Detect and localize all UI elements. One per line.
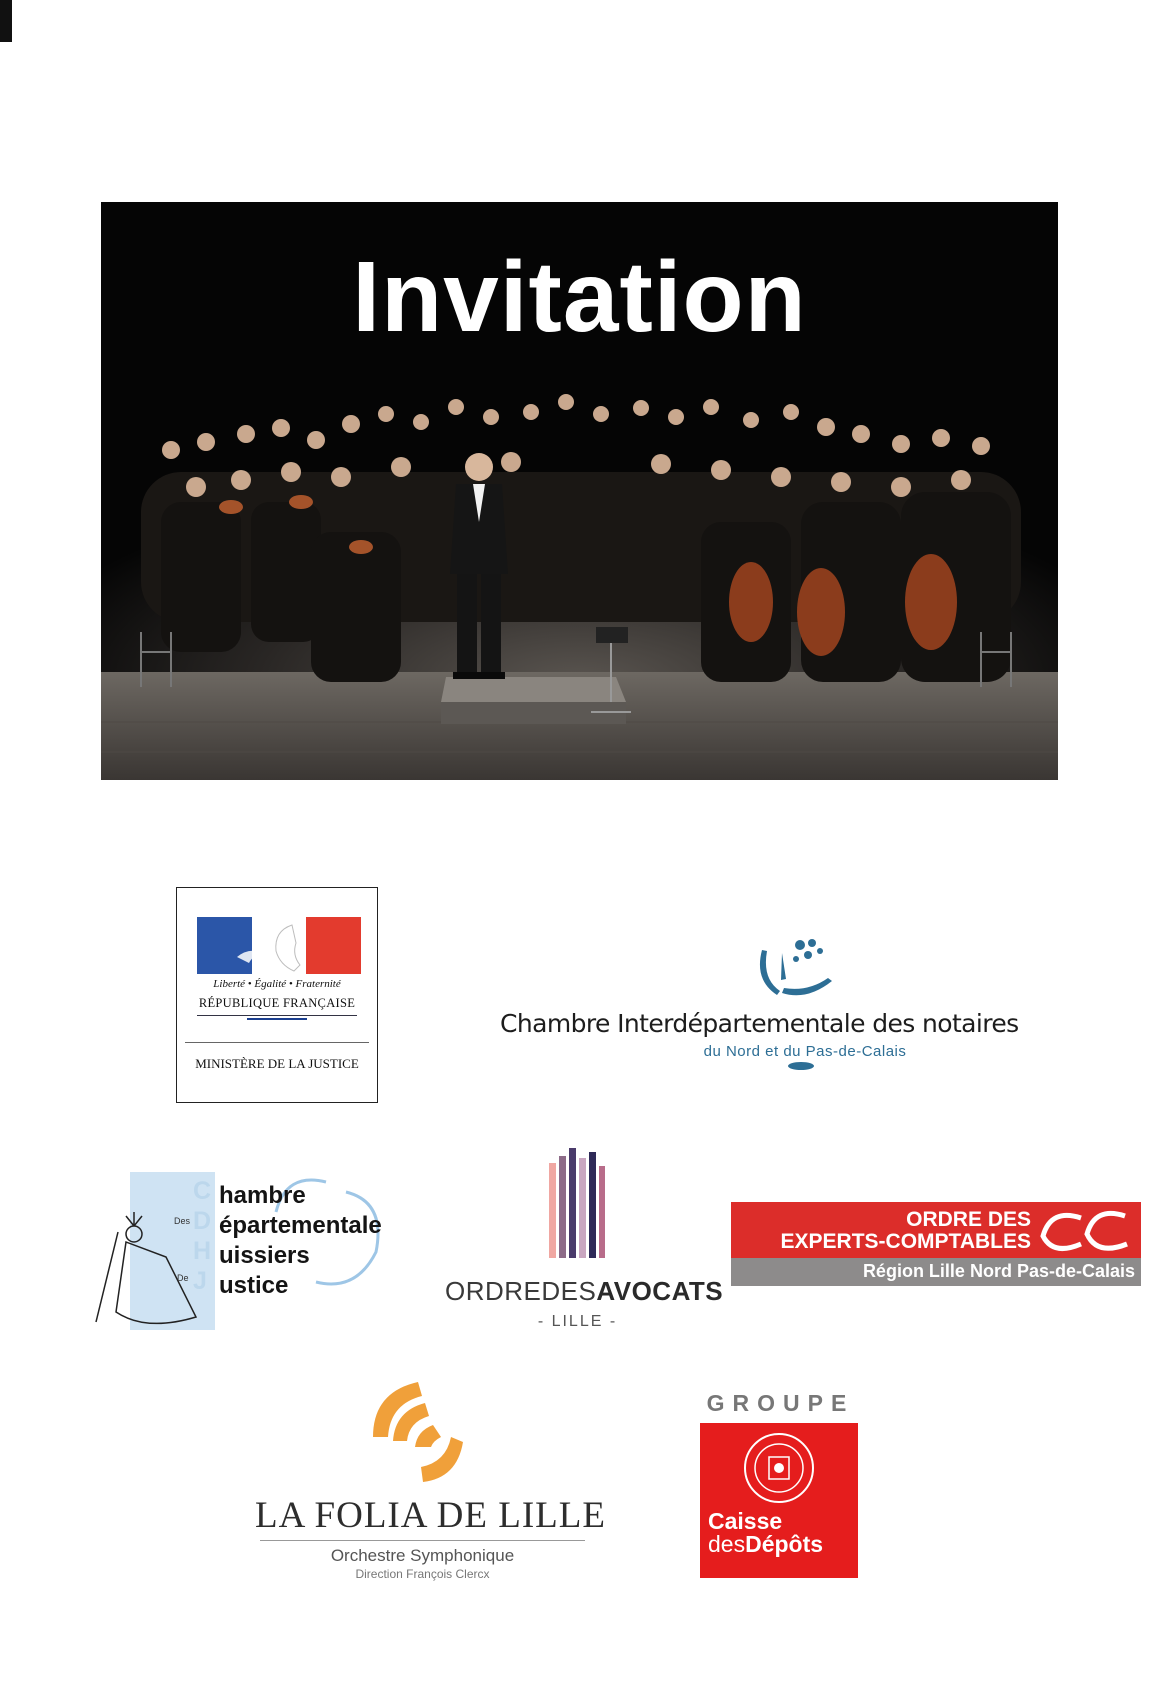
avocats-word-1: ORDRE [445, 1276, 542, 1306]
caisse-depots-logo [698, 1390, 863, 1580]
avocats-word-2: DES [541, 1276, 597, 1306]
cdhj-name [219, 1181, 382, 1301]
hero-photo-block [101, 202, 1058, 780]
avocats-name [445, 1276, 724, 1307]
cdhj-line-1: hambre [219, 1182, 306, 1209]
huissiers-justice-logo [86, 1172, 406, 1332]
ministry-name: MINISTÈRE DE LA JUSTICE [195, 1056, 359, 1071]
avocats-city: - LILLE - [537, 1313, 618, 1330]
avocats-books-icon [547, 1148, 607, 1258]
divider [260, 1540, 585, 1541]
cdhj-line-3: uissiers [219, 1242, 310, 1269]
notaires-mark-icon [786, 1061, 816, 1071]
caisse-word-des: des [708, 1531, 746, 1557]
experts-ec-icon [1033, 1206, 1133, 1254]
ministere-justice-logo [176, 887, 378, 1103]
marianne-flag-emblem [197, 917, 361, 974]
chambre-notaires-logo [500, 935, 1090, 1075]
cdhj-line-2: épartementale [219, 1212, 382, 1239]
folia-wave-icon [363, 1377, 468, 1487]
invitation-title: Invitation [352, 241, 807, 353]
divider [197, 1015, 357, 1016]
notaires-region: du Nord et du Pas-de-Calais [703, 1043, 907, 1060]
cdhj-letter-c: C [193, 1177, 212, 1205]
republique-francaise-label: RÉPUBLIQUE FRANÇAISE [198, 996, 356, 1010]
scan-corner-mark [0, 0, 12, 42]
cdhj-letter-d: D [193, 1207, 212, 1235]
caisse-seal-icon [742, 1431, 816, 1505]
experts-region: Région Lille Nord Pas-de-Calais [862, 1261, 1135, 1281]
groupe-label: GROUPE [706, 1390, 855, 1416]
notaires-name: Chambre Interdépartementale des notaires [500, 1009, 1019, 1038]
folia-subtitle: Orchestre Symphonique [330, 1546, 515, 1565]
experts-line-1: ORDRE DES [906, 1208, 1031, 1231]
avocats-word-3: AVOCATS [596, 1276, 724, 1306]
caisse-word-depots: Dépôts [745, 1531, 824, 1557]
notaires-emblem-icon [752, 935, 847, 1005]
divider-blue [247, 1018, 307, 1020]
divider [185, 1042, 369, 1043]
experts-grey-banner [731, 1258, 1141, 1286]
cdhj-letter-j: J [193, 1267, 207, 1295]
experts-comptables-logo [731, 1202, 1141, 1286]
experts-line-2: EXPERTS-COMPTABLES [780, 1230, 1031, 1253]
republic-motto: Liberté • Égalité • Fraternité [213, 978, 341, 990]
la-folia-logo [255, 1377, 606, 1592]
cdhj-word-des: Des [174, 1216, 191, 1226]
caisse-line-1: Caisse [708, 1508, 783, 1534]
folia-name: LA FOLIA DE LILLE [255, 1495, 606, 1536]
caisse-line-2 [708, 1531, 823, 1558]
cdhj-line-4: ustice [219, 1272, 289, 1299]
cdhj-letter-h: H [193, 1237, 212, 1265]
folia-direction: Direction François Clercx [355, 1567, 490, 1581]
ordre-avocats-logo [445, 1148, 724, 1333]
cdhj-word-de: De [177, 1273, 189, 1283]
caisse-red-box [700, 1423, 858, 1578]
experts-red-banner [731, 1202, 1141, 1258]
